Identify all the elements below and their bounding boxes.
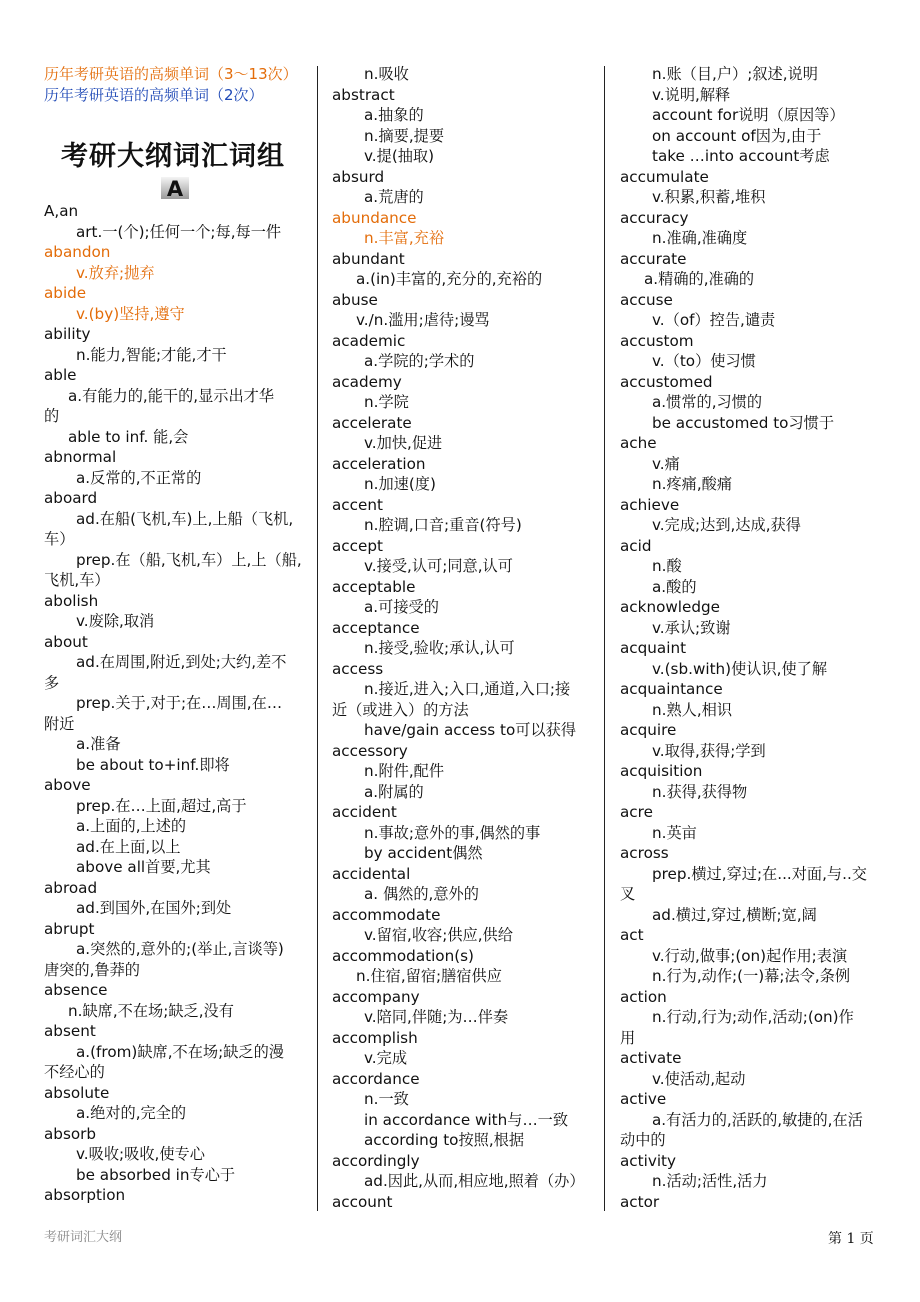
entry-definition: a.突然的,意外的;(举止,言谈等) — [76, 940, 284, 958]
entry-word: ability — [44, 325, 91, 343]
entry-definition: v.放弃;抛弃 — [76, 263, 155, 282]
entry-definition: a.(from)缺席,不在场;缺乏的漫 — [76, 1042, 284, 1061]
entry-word: academy — [332, 372, 402, 391]
entry-definition: a.附属的 — [364, 782, 424, 801]
entry-word: 唐突的,鲁莽的 — [44, 960, 140, 979]
entry-word: acquire — [620, 721, 677, 739]
entry-definition: v.痛 — [652, 454, 680, 473]
entry-word: accept — [332, 536, 383, 555]
entry-definition: v./n.滥用;虐待;谩骂 — [356, 311, 490, 329]
entry-word: abuse — [332, 290, 378, 309]
entry-word: activity — [620, 1151, 676, 1170]
entry-definition: v.加快,促进 — [364, 434, 443, 452]
entry-word: 用 — [620, 1028, 636, 1047]
entry-word: accuracy — [620, 208, 689, 227]
entry-word: achieve — [620, 495, 680, 514]
entry-word: account — [332, 1192, 393, 1211]
entry-definition: v.积累,积蓄,堆积 — [652, 188, 766, 206]
entry-definition: n.账（目,户）;叙述,说明 — [652, 65, 818, 83]
entry-definition: v.(sb.with)使认识,使了解 — [652, 659, 828, 678]
entry-definition: ad.到国外,在国外;到处 — [76, 899, 232, 917]
entry-definition: v.取得,获得;学到 — [652, 741, 766, 760]
entry-word: accessory — [332, 741, 408, 760]
footer-doc-name: 考研词汇大纲 — [44, 1230, 123, 1245]
column-2 — [332, 64, 594, 1212]
entry-definition: v.废除,取消 — [76, 612, 155, 630]
entry-word: 车） — [44, 530, 75, 548]
entry-definition: a.酸的 — [652, 577, 697, 596]
entry-definition: v.完成;达到,达成,获得 — [652, 516, 801, 534]
column-divider-2 — [604, 66, 605, 1211]
entry-word: acknowledge — [620, 598, 720, 616]
entry-definition: v.吸收;吸收,使专心 — [76, 1145, 205, 1163]
entry-definition: v.完成 — [364, 1049, 408, 1067]
entry-word: 近（或进入）的方法 — [332, 700, 469, 719]
entry-word: accordingly — [332, 1151, 420, 1170]
entry-word: abolish — [44, 591, 99, 610]
entry-word: academic — [332, 331, 406, 350]
entry-word: aboard — [44, 489, 98, 507]
entry-word: accurate — [620, 249, 687, 268]
entry-word: acceleration — [332, 454, 426, 473]
entry-word: absorption — [44, 1186, 126, 1204]
legend-high-frequency: 历年考研英语的高频单词（3～13次） — [44, 65, 298, 83]
entry-word: across — [620, 844, 669, 862]
entry-word: abide — [44, 284, 87, 302]
entry-word: acid — [620, 536, 652, 555]
entry-definition: n.学院 — [364, 393, 409, 411]
entry-word: acquaintance — [620, 680, 723, 698]
entry-word: act — [620, 926, 644, 944]
entry-definition: a.有活力的,活跃的,敏捷的,在活 — [652, 1110, 863, 1129]
entry-word: acre — [620, 803, 653, 821]
entry-definition: n.接受,验收;承认,认可 — [364, 639, 515, 657]
entry-word: accent — [332, 495, 383, 514]
entry-definition: v.说明,解释 — [652, 85, 731, 104]
entry-definition: take …into account考虑 — [652, 147, 830, 165]
entry-word: activate — [620, 1049, 682, 1067]
entry-definition: n.行为,动作;(一)幕;法令,条例 — [652, 967, 851, 985]
footer-page-number: 第 1 页 — [828, 1231, 874, 1247]
entry-word: 动中的 — [620, 1131, 666, 1149]
entry-definition: ad.在周围,附近,到处;大约,差不 — [76, 653, 287, 671]
column-1 — [44, 64, 306, 1206]
entry-definition: v.行动,做事;(on)起作用;表演 — [652, 946, 848, 965]
entry-definition: n.附件,配件 — [364, 762, 445, 780]
entry-word: active — [620, 1090, 667, 1108]
entry-definition: ad.横过,穿过,横断;宽,阔 — [652, 905, 817, 924]
entry-word: abrupt — [44, 919, 95, 938]
entry-definition: a.绝对的,完全的 — [76, 1104, 187, 1122]
entry-word: 的 — [44, 407, 60, 425]
entry-word: abnormal — [44, 448, 117, 466]
entry-definition: ad.因此,从而,相应地,照着（办） — [364, 1172, 585, 1190]
entry-definition: able to inf. 能,会 — [68, 427, 189, 446]
entry-definition: by accident偶然 — [364, 844, 483, 862]
entry-definition: v.陪同,伴随;为…伴奏 — [364, 1008, 509, 1026]
entry-word: 不经心的 — [44, 1063, 105, 1081]
section-letter: A — [166, 177, 184, 199]
entry-definition: be about to+inf.即将 — [76, 755, 230, 774]
entry-word: accomplish — [332, 1028, 418, 1047]
entry-word: ache — [620, 434, 657, 452]
entry-word: 附近 — [44, 714, 75, 733]
entry-definition: account for说明（原因等） — [652, 106, 845, 124]
entry-definition: n.行动,行为;动作,活动;(on)作 — [652, 1008, 854, 1026]
entry-definition: v.留宿,收容;供应,供给 — [364, 926, 513, 944]
entry-definition: n.活动;活性,活力 — [652, 1172, 768, 1190]
entry-definition: a.可接受的 — [364, 598, 439, 616]
entry-definition: a.(in)丰富的,充分的,充裕的 — [356, 270, 543, 288]
entry-definition: a.有能力的,能干的,显示出才华 — [68, 386, 275, 405]
entry-definition: n.获得,获得物 — [652, 782, 748, 801]
entry-definition: v.接受,认可;同意,认可 — [364, 557, 513, 575]
entry-word: able — [44, 366, 77, 384]
entry-word: accuse — [620, 290, 673, 309]
entry-definition: n.接近,进入;入口,通道,入口;接 — [364, 680, 571, 698]
entry-word: accident — [332, 803, 397, 821]
page-title: 考研大纲词汇词组 — [61, 141, 285, 172]
entry-definition: n.准确,准确度 — [652, 229, 748, 247]
entry-word: abandon — [44, 243, 111, 261]
entry-definition: a.精确的,准确的 — [644, 270, 755, 288]
entry-definition: be accustomed to习惯于 — [652, 413, 835, 432]
entry-definition: a.反常的,不正常的 — [76, 468, 202, 487]
entry-definition: n.熟人,相识 — [652, 700, 733, 719]
entry-definition: ad.在船(飞机,车)上,上船（飞机, — [76, 509, 294, 528]
entry-definition: v.使活动,起动 — [652, 1069, 746, 1088]
entry-definition: art.一(个);任何一个;每,每一件 — [76, 222, 282, 241]
entry-word: accelerate — [332, 413, 412, 432]
entry-definition: v.承认;致谢 — [652, 618, 731, 637]
entry-word: A,an — [44, 202, 79, 220]
entry-definition: n.摘要,提要 — [364, 126, 445, 145]
entry-definition: n.事故;意外的事,偶然的事 — [364, 823, 541, 842]
column-3 — [620, 64, 882, 1212]
entry-word: actor — [620, 1192, 660, 1211]
entry-word: accidental — [332, 864, 411, 883]
entry-definition: v.(by)坚持,遵守 — [76, 304, 185, 323]
entry-definition: above all首要,尤其 — [76, 858, 211, 876]
section-letter-badge — [161, 177, 189, 199]
entry-word: abundance — [332, 208, 417, 227]
entry-definition: n.酸 — [652, 557, 682, 575]
entry-definition: a.学院的;学术的 — [364, 352, 475, 370]
entry-word: accustomed — [620, 372, 713, 391]
entry-definition: prep.在（船,飞机,车）上,上（船, — [76, 550, 302, 569]
entry-word: absolute — [44, 1083, 110, 1102]
entry-definition: n.能力,智能;才能,才干 — [76, 345, 227, 364]
entry-definition: a.荒唐的 — [364, 188, 424, 206]
entry-word: accumulate — [620, 167, 709, 186]
entry-word: acquaint — [620, 639, 687, 657]
entry-definition: prep.横过,穿过;在...对面,与..交 — [652, 864, 867, 883]
entry-definition: a.抽象的 — [364, 106, 424, 124]
entry-definition: ad.在上面,以上 — [76, 837, 181, 856]
entry-definition: n.疼痛,酸痛 — [652, 475, 733, 493]
entry-definition: have/gain access to可以获得 — [364, 721, 577, 739]
entry-word: absorb — [44, 1124, 97, 1143]
entry-word: about — [44, 632, 88, 651]
entry-definition: n.腔调,口音;重音(符号) — [364, 516, 522, 534]
entry-definition: n.缺席,不在场;缺乏,没有 — [68, 1001, 234, 1020]
entry-definition: prep.关于,对于;在…周围,在… — [76, 694, 283, 712]
entry-word: action — [620, 987, 667, 1006]
entry-definition: n.一致 — [364, 1090, 409, 1108]
entry-definition: v.（to）使习惯 — [652, 352, 756, 370]
entry-word: accordance — [332, 1069, 420, 1088]
entry-word: acceptance — [332, 618, 420, 637]
entry-word: 叉 — [620, 885, 636, 903]
entry-word: accompany — [332, 987, 420, 1006]
entry-word: absence — [44, 981, 108, 999]
entry-definition: according to按照,根据 — [364, 1131, 525, 1149]
entry-word: accommodate — [332, 905, 441, 924]
entry-word: 飞机,车） — [44, 571, 110, 589]
entry-definition: v.提(抽取) — [364, 147, 435, 165]
legend-two-times: 历年考研英语的高频单词（2次） — [44, 86, 264, 104]
entry-definition: a. 偶然的,意外的 — [364, 885, 479, 903]
column-divider-1 — [317, 66, 318, 1211]
entry-definition: on account of因为,由于 — [652, 126, 822, 145]
entry-word: 多 — [44, 673, 60, 692]
entry-word: abundant — [332, 249, 405, 268]
entry-definition: prep.在…上面,超过,高于 — [76, 796, 247, 815]
entry-definition: a.惯常的,习惯的 — [652, 393, 763, 411]
entry-definition: a.上面的,上述的 — [76, 817, 187, 835]
entry-word: absurd — [332, 167, 385, 186]
entry-definition: in accordance with与…一致 — [364, 1110, 569, 1129]
entry-definition: n.英亩 — [652, 823, 697, 842]
entry-word: acquisition — [620, 762, 703, 780]
entry-word: acceptable — [332, 577, 416, 596]
entry-definition: v.（of）控告,谴责 — [652, 311, 776, 329]
entry-definition: n.丰富,充裕 — [364, 229, 445, 247]
entry-word: abstract — [332, 85, 395, 104]
entry-word: accommodation(s) — [332, 946, 474, 965]
entry-word: absent — [44, 1022, 96, 1040]
entry-definition: be absorbed in专心于 — [76, 1165, 236, 1184]
entry-word: above — [44, 776, 91, 794]
entry-definition: n.住宿,留宿;膳宿供应 — [356, 967, 502, 985]
entry-word: accustom — [620, 331, 694, 350]
entry-definition: a.准备 — [76, 735, 121, 753]
entry-word: abroad — [44, 878, 98, 897]
entry-definition: n.加速(度) — [364, 475, 436, 493]
entry-word: access — [332, 659, 384, 678]
entry-definition: n.吸收 — [364, 65, 409, 83]
